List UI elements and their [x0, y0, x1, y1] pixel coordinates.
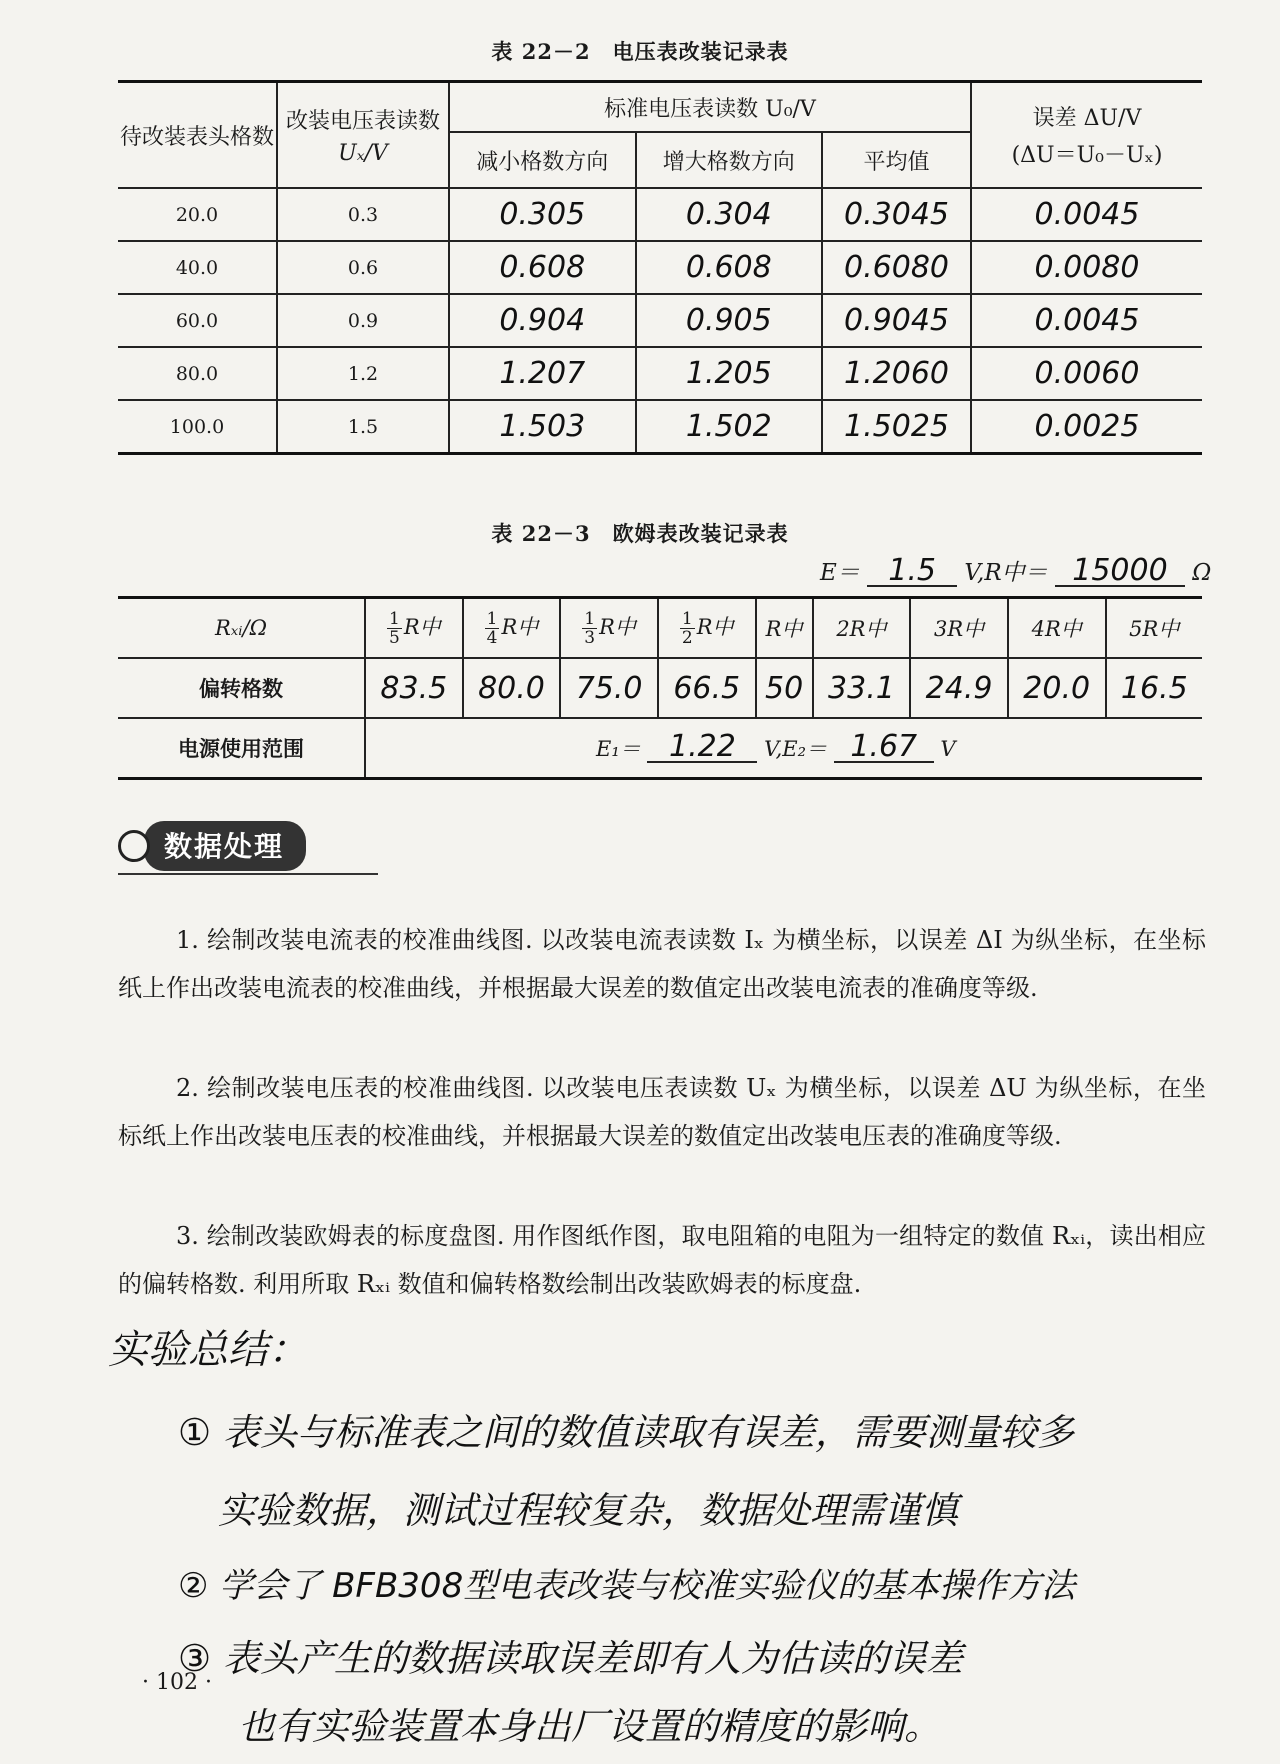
- rx-header-row: [118, 598, 1202, 659]
- cell-decrease: 0.305: [449, 188, 636, 241]
- rx-symbol: R中: [599, 614, 636, 639]
- table22-2-caption: 表 22－2 电压表改装记录表: [491, 39, 789, 64]
- deflection-cell: 50: [756, 658, 813, 718]
- cell-divisions: 80.0: [118, 347, 277, 400]
- fraction: [582, 610, 597, 647]
- fraction: [680, 610, 695, 647]
- cell-divisions: 20.0: [118, 188, 277, 241]
- deflection-cell: 24.9: [910, 658, 1008, 718]
- row-label-range: 电源使用范围: [118, 718, 365, 779]
- cell-ux: 0.9: [277, 294, 449, 347]
- header-average: 平均值: [822, 132, 971, 188]
- deflection-cell: 75.0: [560, 658, 658, 718]
- cell-increase: 0.608: [636, 241, 823, 294]
- cell-average: 0.3045: [822, 188, 971, 241]
- deflection-cell: 66.5: [658, 658, 756, 718]
- range-row: [118, 718, 1202, 779]
- voltmeter-record-table: [118, 80, 1202, 455]
- rx-col: 5R中: [1106, 598, 1202, 659]
- page-number: · 102 ·: [142, 1670, 212, 1695]
- range-e1-label: E₁＝: [596, 737, 641, 761]
- paragraph-text: 3. 绘制改装欧姆表的标度盘图. 用作图纸作图，取电阻箱的电阻为一组特定的数值 Rₓᵢ，读出相应的偏转格数. 利用所取 Rₓᵢ 数值和偏转格数绘制出改装欧姆表的标度盘.: [118, 1222, 1206, 1298]
- header-divisions: 待改装表头格数: [118, 82, 277, 189]
- deflection-cell: 33.1: [813, 658, 911, 718]
- fraction-num: 1: [584, 608, 596, 629]
- cell-divisions: 60.0: [118, 294, 277, 347]
- cell-increase: 1.502: [636, 400, 823, 454]
- header-rx: Rₓᵢ/Ω: [118, 598, 365, 659]
- cell-error: 0.0045: [971, 294, 1202, 347]
- cell-ux: 0.3: [277, 188, 449, 241]
- header-increase: 增大格数方向: [636, 132, 823, 188]
- cell-decrease: 1.207: [449, 347, 636, 400]
- rx-col: R中: [756, 598, 813, 659]
- paragraph-2: [118, 1064, 1206, 1160]
- row-label-deflection: 偏转格数: [118, 658, 365, 718]
- summary-line: ② 学会了 BFB308型电表改装与校准实验仪的基本操作方法: [178, 1566, 1076, 1606]
- summary-line: 也有实验装置本身出厂设置的精度的影响。: [238, 1705, 941, 1748]
- cell-average: 0.9045: [822, 294, 971, 347]
- fraction-den: 5: [389, 627, 400, 648]
- ohmmeter-record-table: [118, 596, 1202, 780]
- rx-symbol: R中: [403, 614, 441, 639]
- summary-line: 实验数据，测试过程较复杂，数据处理需谨慎: [218, 1489, 958, 1532]
- rmid-value: 15000: [1055, 557, 1185, 587]
- header-error-label: 误差 ΔU/V: [1032, 106, 1142, 131]
- deflection-cell: 20.0: [1008, 658, 1106, 718]
- cell-error: 0.0045: [971, 188, 1202, 241]
- header-error: [971, 82, 1202, 189]
- rx-col: [463, 598, 561, 659]
- cell-average: 1.2060: [822, 347, 971, 400]
- paragraph-1: [118, 916, 1206, 1012]
- fraction-num: 1: [681, 608, 693, 629]
- summary-line: ③ 表头产生的数据读取误差即有人为估读的误差: [178, 1637, 963, 1680]
- table-row: [118, 188, 1202, 241]
- fraction: [387, 610, 402, 647]
- rx-symbol: R中: [696, 614, 734, 639]
- fraction-den: 3: [584, 627, 596, 648]
- fraction-num: 1: [389, 608, 400, 629]
- cell-increase: 0.304: [636, 188, 823, 241]
- summary-title: 实验总结：: [108, 1327, 308, 1373]
- rx-col: [365, 598, 463, 659]
- range-e2-value: 1.67: [834, 733, 934, 763]
- paragraph-text: 2. 绘制改装电压表的校准曲线图. 以改装电压表读数 Uₓ 为横坐标，以误差 ΔU 为纵坐标，在坐标纸上作出改装电压表的校准曲线，并根据最大误差的数值定出改装电压表的准确度等级.: [118, 1074, 1206, 1150]
- header-error-formula: (ΔU＝U₀－Uₓ): [1011, 143, 1163, 168]
- rmid-unit: Ω: [1192, 560, 1212, 586]
- deflection-cell: 80.0: [463, 658, 561, 718]
- cell-ux: 0.6: [277, 241, 449, 294]
- rx-col: 3R中: [910, 598, 1008, 659]
- cell-divisions: 100.0: [118, 400, 277, 454]
- cell-decrease: 1.503: [449, 400, 636, 454]
- emf-line: [820, 554, 1211, 587]
- fraction: [485, 610, 500, 647]
- emf-label: E＝: [820, 560, 860, 586]
- fraction-num: 1: [486, 608, 498, 629]
- magnifier-icon: [118, 830, 150, 862]
- header-ux: [277, 82, 449, 189]
- rx-col: 4R中: [1008, 598, 1106, 659]
- header-standard: 标准电压表读数 U₀/V: [449, 82, 971, 133]
- summary-line: ① 表头与标准表之间的数值读取有误差，需要测量较多: [178, 1411, 1074, 1454]
- table-row: [118, 347, 1202, 400]
- cell-increase: 1.205: [636, 347, 823, 400]
- cell-ux: 1.2: [277, 347, 449, 400]
- cell-error: 0.0080: [971, 241, 1202, 294]
- cell-error: 0.0060: [971, 347, 1202, 400]
- cell-decrease: 0.608: [449, 241, 636, 294]
- emf-unit: V,R中＝: [964, 560, 1048, 586]
- range-cell: [365, 718, 1202, 779]
- table22-3-caption: 表 22－3 欧姆表改装记录表: [491, 521, 789, 546]
- rx-col: [560, 598, 658, 659]
- header-decrease: 减小格数方向: [449, 132, 636, 188]
- deflection-cell: 83.5: [365, 658, 463, 718]
- deflection-row: [118, 658, 1202, 718]
- rx-symbol: R中: [501, 614, 539, 639]
- paragraph-text: 1. 绘制改装电流表的校准曲线图. 以改装电流表读数 Iₓ 为横坐标，以误差 ΔI 为纵坐标，在坐标纸上作出改装电流表的校准曲线，并根据最大误差的数值定出改装电流表的准确度等级.: [118, 926, 1206, 1002]
- range-e1-value: 1.22: [647, 733, 757, 763]
- emf-value: 1.5: [867, 557, 957, 587]
- cell-average: 0.6080: [822, 241, 971, 294]
- cell-increase: 0.905: [636, 294, 823, 347]
- fraction-den: 4: [486, 627, 498, 648]
- cell-divisions: 40.0: [118, 241, 277, 294]
- range-unit: V: [940, 737, 956, 761]
- paragraph-3: [118, 1212, 1206, 1308]
- rx-col: [658, 598, 756, 659]
- cell-ux: 1.5: [277, 400, 449, 454]
- cell-average: 1.5025: [822, 400, 971, 454]
- table-row: [118, 241, 1202, 294]
- rx-col: 2R中: [813, 598, 911, 659]
- section-heading: [118, 820, 306, 872]
- range-e2-label: V,E₂＝: [764, 737, 828, 761]
- header-ux-label: 改装电压表读数: [285, 109, 440, 134]
- header-ux-unit: Uₓ/V: [338, 141, 388, 166]
- section-divider: [118, 873, 378, 875]
- cell-error: 0.0025: [971, 400, 1202, 454]
- cell-decrease: 0.904: [449, 294, 636, 347]
- section-title: 数据处理: [144, 821, 306, 871]
- deflection-cell: 16.5: [1106, 658, 1202, 718]
- table-row: [118, 400, 1202, 454]
- table-row: [118, 294, 1202, 347]
- fraction-den: 2: [681, 627, 693, 648]
